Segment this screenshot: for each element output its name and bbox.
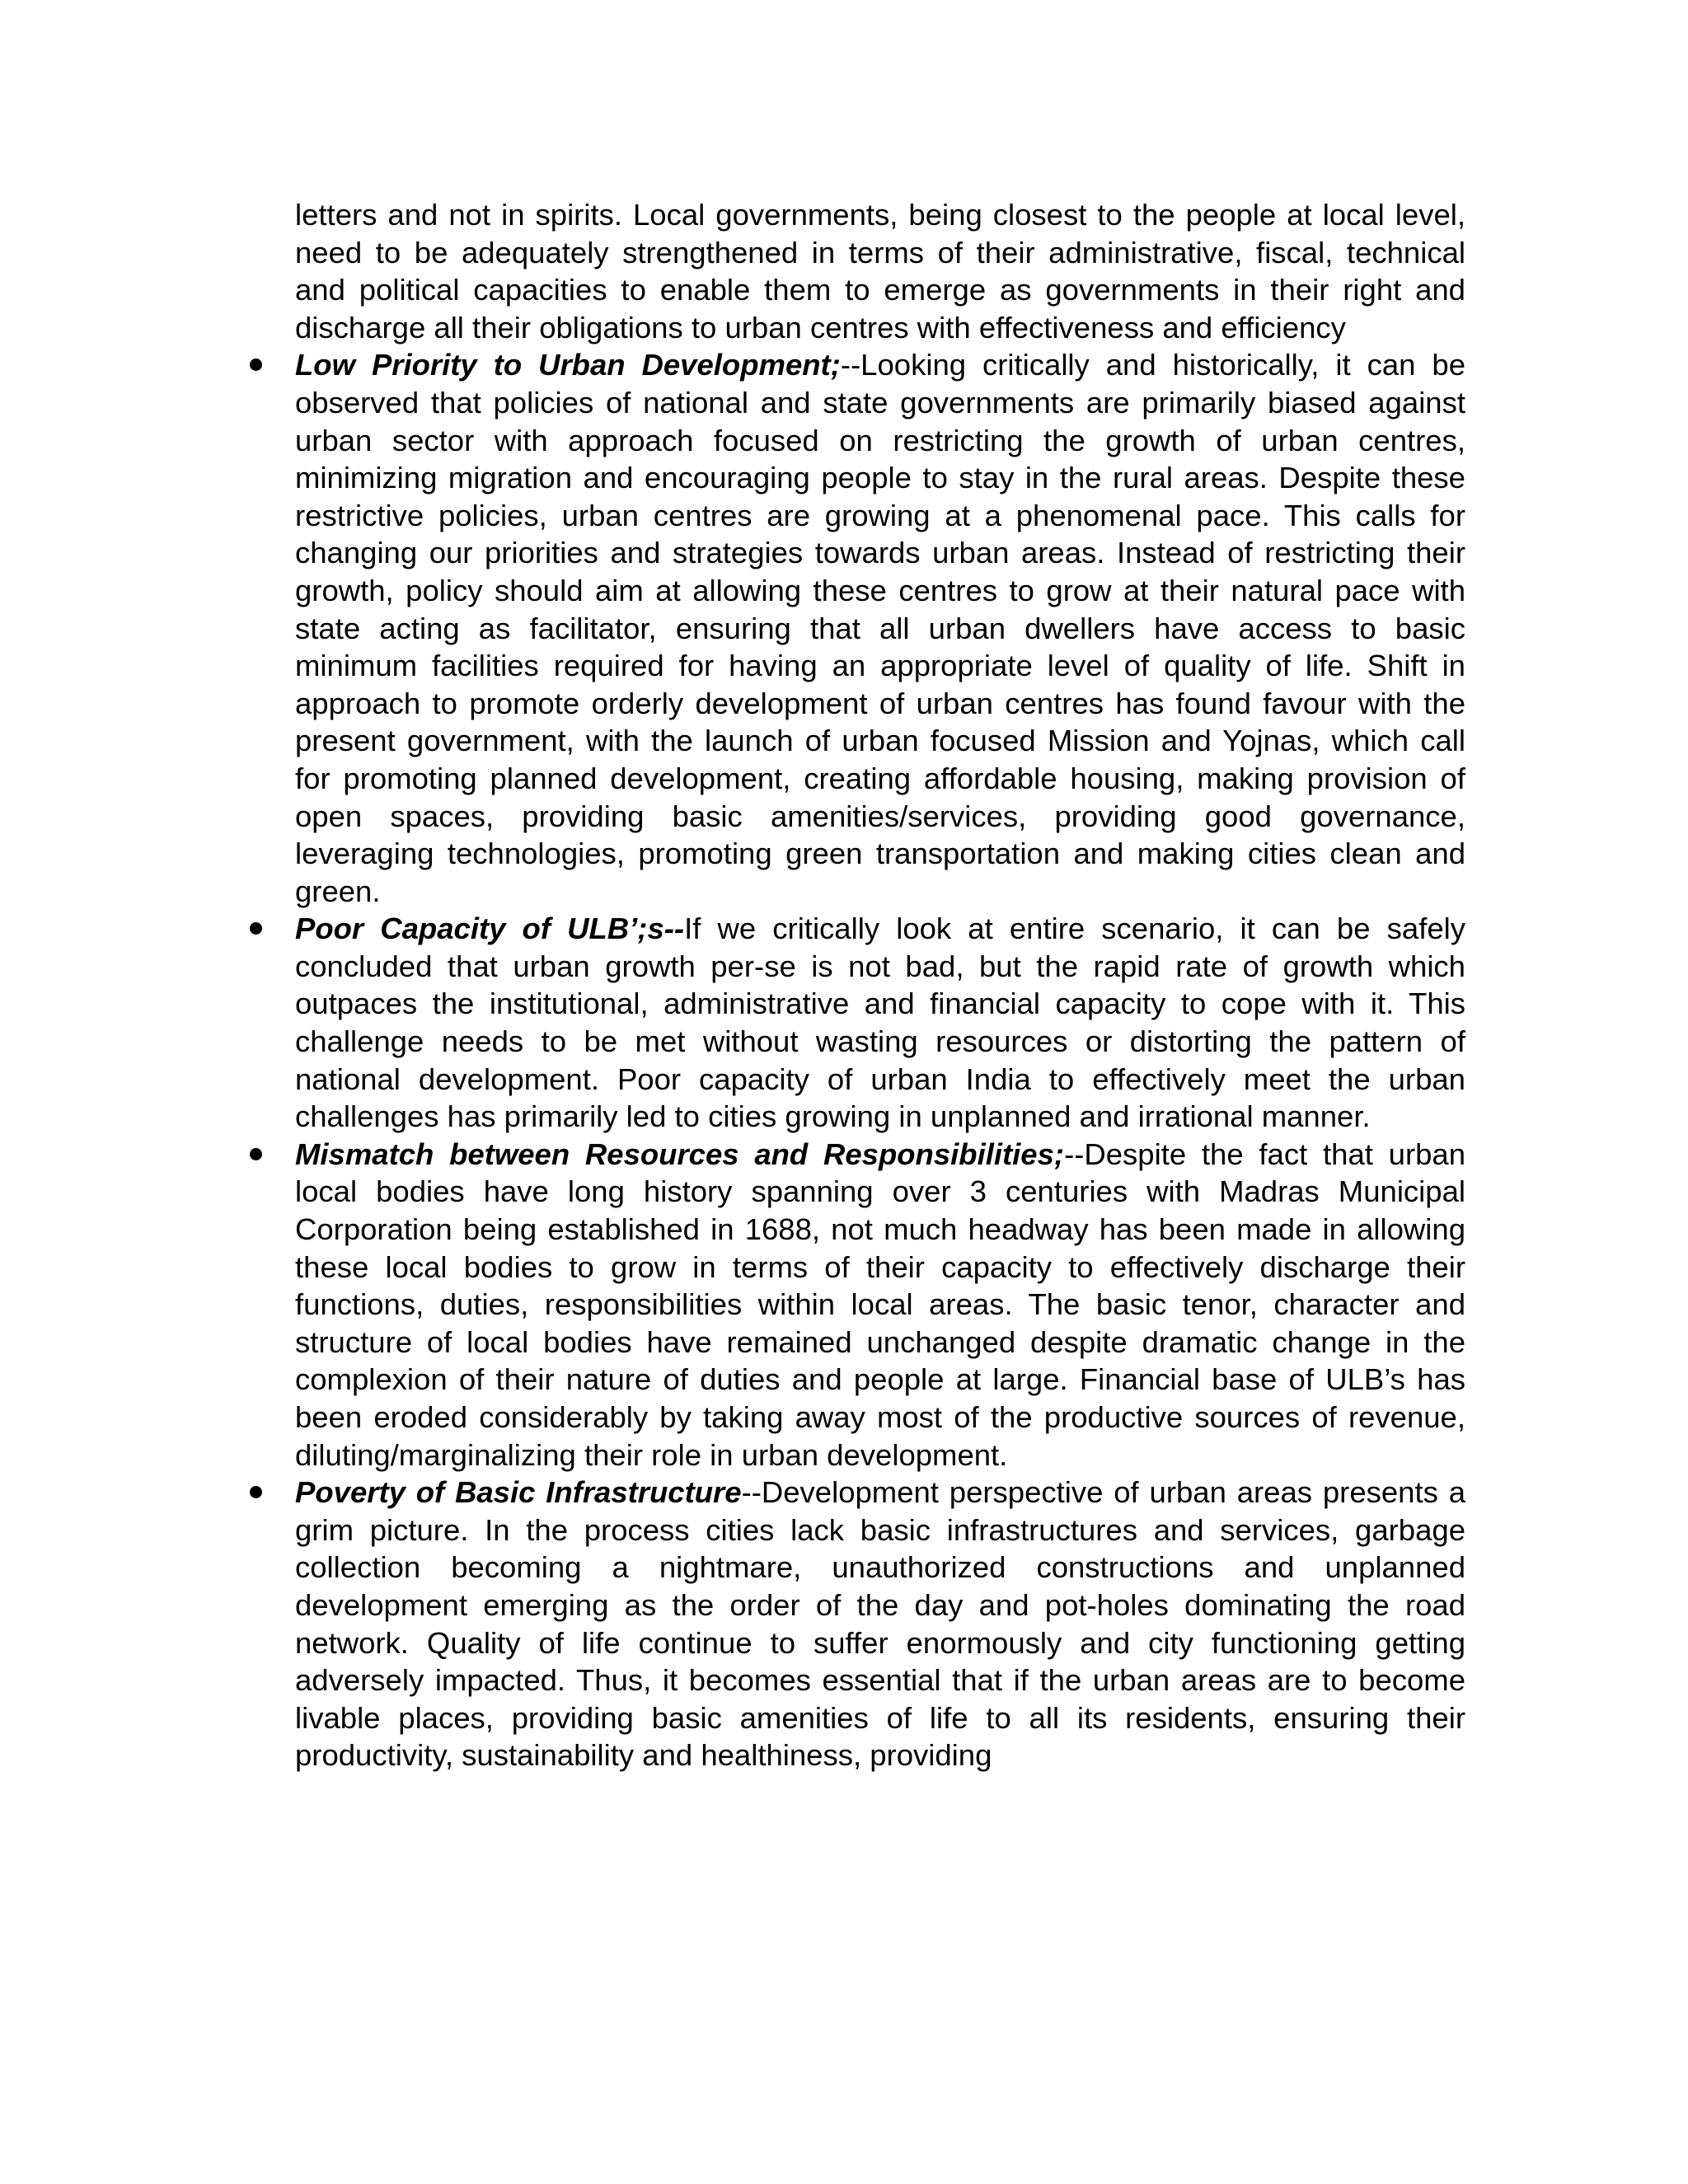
bullet-low-priority bbox=[295, 346, 1465, 910]
bullet-mismatch bbox=[295, 1136, 1465, 1474]
bullet-text: --Despite the fact that urban local bodies have long history spanning over 3 centuries with Madras Municipal Corporation being established in 1688, not much headway has been made in allowing these local bodies to grow in terms of their capacity to effectively discharge their functions, duties, responsibilities within local areas. The basic tenor, character and structure of local bodies have remained unchanged despite dramatic change in the complexion of their nature of duties and people at large. Financial base of ULB’s has been eroded considerably by taking away most of the productive sources of revenue, diluting/marginalizing their role in urban development. bbox=[295, 1137, 1466, 1472]
bullet-heading: Poverty of Basic Infrastructure bbox=[295, 1475, 742, 1510]
bullet-dot-icon bbox=[250, 922, 262, 935]
bullet-dot-icon bbox=[250, 1148, 262, 1160]
bullet-heading: Low Priority to Urban Development; bbox=[295, 348, 841, 382]
bullet-poverty-infrastructure bbox=[295, 1474, 1465, 1774]
bullet-list bbox=[295, 346, 1465, 1774]
intro-paragraph: letters and not in spirits. Local governments, being closest to the people at local level, need to be adequately strengthened in terms of their administrative, fiscal, technical and political capacities to enable them to emerge as governments in their right and discharge all their obligations to urban centres with effectiveness and efficiency bbox=[295, 198, 1465, 344]
bullet-heading: Poor Capacity of ULB’;s-- bbox=[295, 912, 685, 946]
bullet-text: --Looking critically and historically, it can be observed that policies of national and state governments are primarily biased against urban sector with approach focused on restricting the growth of urban centres, minimizing migration and encouraging people to stay in the rural areas. Despite these restrictive policies, urban centres are growing at a phenomenal pace. This calls for changing our priorities and strategies towards urban areas. Instead of restricting their growth, policy should aim at allowing these centres to grow at their natural pace with state acting as facilitator, ensuring that all urban dwellers have access to basic minimum facilities required for having an appropriate level of quality of life. Shift in approach to promote orderly development of urban centres has found favour with the present government, with the launch of urban focused Mission and Yojnas, which call for promoting planned development, creating affordable housing, making provision of open spaces, providing basic amenities/services, providing good governance, leveraging technologies, promoting green transportation and making cities clean and green. bbox=[295, 348, 1465, 908]
bullet-text: If we critically look at entire scenario, it can be safely concluded that urban growth per-se is not bad, but the rapid rate of growth which outpaces the institutional, administrative and financial capacity to cope with it. This challenge needs to be met without wasting resources or distorting the pattern of national development. Poor capacity of urban India to effectively meet the urban challenges has primarily led to cities growing in unplanned and irrational manner. bbox=[295, 912, 1466, 1134]
bullet-dot-icon bbox=[250, 1486, 262, 1498]
bullet-heading: Mismatch between Resources and Responsibilities; bbox=[295, 1137, 1065, 1171]
document-page bbox=[295, 196, 1465, 1774]
bullet-dot-icon bbox=[250, 359, 262, 371]
bullet-text: --Development perspective of urban areas presents a grim picture. In the process cities lack basic infrastructures and services, garbage collection becoming a nightmare, unauthorized constructions and unplanned development emerging as the order of the day and pot-holes dominating the road network. Quality of life continue to suffer enormously and city functioning getting adversely impacted. Thus, it becomes essential that if the urban areas are to become livable places, providing basic amenities of life to all its residents, ensuring their productivity, sustainability and healthiness, providing bbox=[295, 1475, 1465, 1773]
bullet-poor-capacity bbox=[295, 910, 1465, 1136]
